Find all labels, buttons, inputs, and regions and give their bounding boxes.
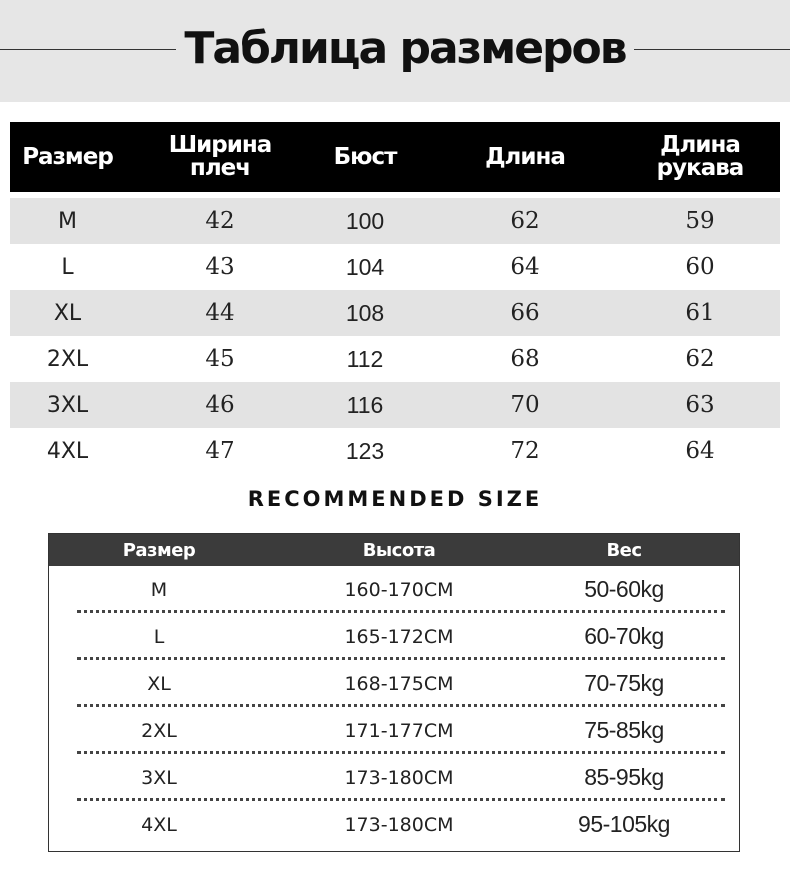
cell-size: XL — [53, 300, 82, 326]
table-row — [49, 754, 739, 801]
rec-cell-weight: 70-75kg — [584, 670, 664, 696]
cell-bust: 104 — [345, 253, 385, 280]
cell-shoulder: 43 — [205, 254, 235, 280]
rec-header-weight: Вес — [606, 539, 642, 561]
size-table-header — [10, 122, 780, 192]
table-row — [49, 801, 739, 848]
table-row — [10, 244, 780, 290]
rec-cell-size: L — [153, 625, 165, 648]
cell-shoulder: 47 — [205, 438, 235, 464]
cell-bust: 123 — [345, 437, 385, 464]
cell-size: 4XL — [46, 438, 89, 464]
rec-cell-size: XL — [147, 672, 171, 695]
cell-bust: 108 — [345, 299, 385, 326]
table-row — [10, 382, 780, 428]
cell-sleeve: 60 — [685, 254, 715, 280]
cell-bust: 112 — [346, 345, 384, 372]
cell-size: 2XL — [46, 346, 89, 372]
cell-bust: 100 — [345, 207, 385, 234]
cell-length: 66 — [510, 300, 540, 326]
cell-length: 72 — [510, 438, 540, 464]
rec-cell-height: 173-180CM — [344, 766, 454, 789]
recommended-table — [48, 533, 740, 852]
table-row — [10, 336, 780, 382]
cell-shoulder: 44 — [205, 300, 235, 326]
rec-cell-size: M — [150, 578, 168, 601]
page-title: Таблица размеров — [184, 23, 626, 74]
cell-size: 3XL — [46, 392, 89, 418]
size-header-shoulder: Ширина плеч — [168, 132, 272, 181]
rec-cell-height: 160-170CM — [344, 578, 454, 601]
rec-cell-weight: 50-60kg — [584, 576, 664, 602]
cell-shoulder: 45 — [205, 346, 235, 372]
rec-cell-size: 3XL — [141, 766, 177, 789]
rec-cell-weight: 60-70kg — [584, 623, 664, 649]
rec-cell-height: 171-177CM — [344, 719, 454, 742]
rec-cell-weight: 85-95kg — [584, 764, 664, 790]
rec-cell-size: 2XL — [141, 719, 177, 742]
cell-sleeve: 62 — [685, 346, 715, 372]
rec-header-size: Размер — [122, 539, 196, 561]
size-header-bust: Бюст — [333, 143, 397, 170]
cell-sleeve: 63 — [685, 392, 715, 418]
table-row — [10, 198, 780, 244]
table-row — [49, 613, 739, 660]
recommended-size-heading: RECOMMENDED SIZE — [247, 487, 543, 511]
cell-length: 70 — [510, 392, 540, 418]
cell-length: 62 — [510, 208, 540, 234]
size-table — [10, 122, 780, 474]
cell-sleeve: 64 — [685, 438, 715, 464]
table-row — [49, 660, 739, 707]
table-row — [49, 566, 739, 613]
cell-shoulder: 46 — [205, 392, 235, 418]
size-header-length: Длина — [485, 143, 565, 170]
title-rule-left — [0, 49, 176, 50]
rec-cell-weight: 75-85kg — [584, 717, 664, 743]
cell-length: 68 — [510, 346, 540, 372]
cell-bust: 116 — [346, 391, 384, 418]
size-header-size: Размер — [22, 143, 113, 170]
rec-header-height: Высота — [362, 539, 436, 561]
rec-cell-height: 173-180CM — [344, 813, 454, 836]
table-row — [10, 290, 780, 336]
table-row — [10, 428, 780, 474]
size-header-sleeve: Длина рукава — [656, 132, 744, 181]
table-row — [49, 707, 739, 754]
cell-length: 64 — [510, 254, 540, 280]
rec-cell-height: 168-175CM — [344, 672, 454, 695]
title-banner — [0, 0, 790, 102]
cell-size: M — [58, 208, 77, 234]
rec-cell-height: 165-172CM — [344, 625, 454, 648]
cell-sleeve: 59 — [685, 208, 715, 234]
cell-sleeve: 61 — [685, 300, 715, 326]
title-rule-right — [634, 49, 790, 50]
rec-cell-weight: 95-105kg — [578, 811, 670, 837]
cell-size: L — [61, 254, 74, 280]
recommended-table-header — [49, 534, 739, 566]
rec-cell-size: 4XL — [141, 813, 177, 836]
cell-shoulder: 42 — [205, 208, 235, 234]
